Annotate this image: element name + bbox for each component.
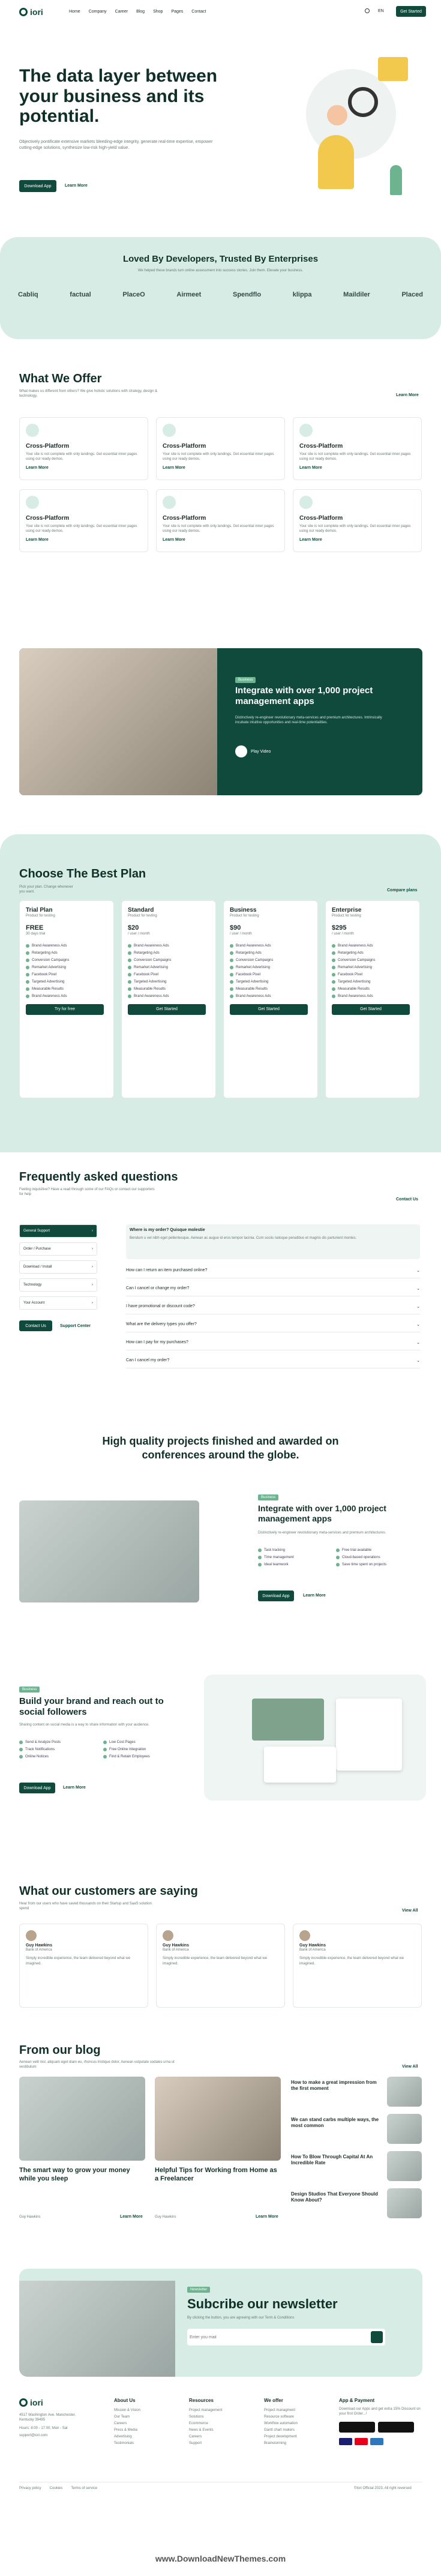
plan-feature: Retargeting Ads	[230, 951, 311, 955]
faq-contact-link[interactable]: Contact Us	[396, 1197, 418, 1202]
plan-name: Trial Plan	[26, 907, 53, 913]
logo-icon	[19, 2398, 28, 2407]
offer-card-link[interactable]: Learn More	[26, 465, 49, 470]
plan-feature: Facebook Pixel	[332, 973, 413, 977]
footer-link[interactable]: Project development	[264, 2435, 297, 2439]
brands-subtitle: We helped these brands turn online assessment into success stories. Join them. Elevate your business.	[137, 269, 304, 272]
faq-cat-account[interactable]: Your Account ›	[19, 1296, 97, 1310]
footer-link[interactable]: Advertising	[114, 2435, 132, 2439]
plan-card	[121, 900, 216, 1098]
faq-item[interactable]: Can I cancel or change my order? ⌄	[126, 1281, 420, 1296]
offer-card-title: Cross-Platform	[299, 515, 343, 522]
terms-link[interactable]: Terms of service	[71, 2487, 98, 2490]
brand-logo: factual	[70, 291, 91, 298]
side-post-image	[387, 2077, 422, 2107]
offer-card[interactable]	[156, 417, 285, 480]
offer-card-link[interactable]: Learn More	[299, 537, 322, 542]
chevron-down-icon: ⌄	[416, 1322, 420, 1327]
brand-logo: klippa	[292, 291, 312, 298]
testimonials-view-all[interactable]: View All	[402, 1909, 418, 1913]
platform-icon	[299, 424, 313, 437]
plan-name: Business	[230, 907, 257, 913]
offer-card[interactable]	[156, 489, 285, 552]
footer-link[interactable]: Careers	[114, 2422, 127, 2425]
nav-pages[interactable]: Pages	[171, 10, 184, 14]
faq-item[interactable]: What are the delivery types you offer? ⌄	[126, 1317, 420, 1332]
footer-col-title: About Us	[114, 2398, 136, 2403]
plan-button[interactable]: Get Started	[230, 1004, 308, 1015]
brand-logo: Airmeet	[176, 291, 202, 298]
nav-company[interactable]: Company	[88, 10, 107, 14]
side-post-title[interactable]: Design Studios That Everyone Should Know About?	[291, 2191, 378, 2203]
chevron-down-icon: ⌄	[416, 1340, 420, 1345]
plan-feature: Measurable Results	[230, 987, 311, 991]
plan-price: $90	[230, 924, 241, 932]
platform-icon	[26, 424, 39, 437]
testimonial-name: Guy Hawkins	[163, 1943, 189, 1948]
play-icon	[235, 745, 247, 757]
offer-card-link[interactable]: Learn More	[163, 465, 185, 470]
footer-link[interactable]: Press & Media	[114, 2428, 138, 2432]
plan-feature: Remarket Advertising	[26, 966, 107, 969]
offer-card-text: Your site is not complete with only landings. Get essential inner pages using our ready demos.	[299, 453, 411, 462]
offer-card-title: Cross-Platform	[299, 443, 343, 450]
logo[interactable]	[19, 7, 43, 17]
testimonial-card	[156, 1924, 285, 2008]
plan-feature: Remarket Advertising	[128, 966, 209, 969]
brands-title: Loved By Developers, Trusted By Enterprises	[122, 254, 319, 264]
plan-feature: Targeted Advertising	[128, 980, 209, 984]
google-play-button[interactable]	[378, 2422, 414, 2433]
plan-button[interactable]: Try for free	[26, 1004, 104, 1015]
feature-item: Free trial available	[336, 1548, 414, 1552]
brand-logo: PlaceO	[122, 291, 145, 298]
testimonial-role: Bank of America	[299, 1948, 326, 1952]
plan-feature: Brand Awareness Ads	[230, 944, 311, 948]
plan-feature: Retargeting Ads	[26, 951, 107, 955]
newsletter-image	[19, 2281, 175, 2377]
team-photo	[19, 1500, 199, 1602]
plan-feature: Conversion Campaigns	[332, 958, 413, 962]
testimonial-card	[19, 1924, 148, 2008]
chevron-down-icon: ⌄	[416, 1286, 420, 1291]
footer-link[interactable]: Brainstorming	[264, 2442, 287, 2445]
side-post-title[interactable]: We can stand carbs multiple ways, the most common	[291, 2117, 379, 2128]
faq-answer: Bendum u vel nibh eget pellentesque. Aenean ac augue id eros tempor lacinia. Cum sociis natoque penatibus et magnis dis parturient montes.	[130, 1236, 357, 1240]
plan-feature: Measurable Results	[26, 987, 107, 991]
faq-open-item[interactable]	[126, 1224, 420, 1259]
plan-period: / user / month	[230, 932, 252, 936]
offer-card[interactable]	[19, 417, 148, 480]
faq-cat-download[interactable]: Download / Install ›	[19, 1260, 97, 1274]
language-select[interactable]: EN	[378, 9, 384, 13]
blog-post-title[interactable]: Helpful Tips for Working from Home as a Freelancer	[155, 2167, 277, 2182]
plan-button[interactable]: Get Started	[128, 1004, 206, 1015]
support-center-link[interactable]: Support Center	[60, 1324, 91, 1328]
footer-col-title: Resources	[189, 2398, 214, 2403]
offer-card-link[interactable]: Learn More	[26, 537, 49, 542]
learn-more-link[interactable]: Learn More	[65, 184, 88, 188]
logo-text: iori	[30, 2398, 43, 2407]
blog-image	[19, 2077, 145, 2161]
plan-button[interactable]: Get Started	[332, 1004, 410, 1015]
plan-feature: Facebook Pixel	[230, 973, 311, 977]
man-photo	[19, 648, 217, 795]
testimonial-name: Guy Hawkins	[299, 1943, 326, 1948]
side-post-image	[387, 2114, 422, 2144]
integrate-badge: Business	[235, 677, 256, 683]
offer-card-text: Your site is not complete with only landings. Get essential inner pages using our ready demos.	[299, 525, 411, 534]
newsletter-subtitle: By clicking the button, you are agreeing with our Term & Conditions	[187, 2316, 295, 2320]
footer-col-title: We offer	[264, 2398, 283, 2403]
side-post-image	[387, 2151, 422, 2181]
blog-learn-more[interactable]: Learn More	[120, 2215, 143, 2219]
avatar	[26, 1930, 37, 1941]
chevron-down-icon: ⌄	[416, 1268, 420, 1273]
plan-name: Enterprise	[332, 907, 362, 913]
logo-text: iori	[30, 7, 43, 17]
blog-author: Guy Hawkins	[19, 2215, 41, 2219]
watermark: www.DownloadNewThemes.com	[155, 2554, 286, 2563]
plan-feature: Conversion Campaigns	[230, 958, 311, 962]
plan-period: / user / month	[332, 932, 354, 936]
brand-logos	[18, 291, 423, 298]
platform-icon	[163, 424, 176, 437]
feature-item: Cloud-based operations	[336, 1556, 414, 1559]
footer-link[interactable]: Testimonials	[114, 2442, 134, 2445]
plan-period: / user / month	[128, 932, 150, 936]
offer-card-text: Your site is not complete with only landings. Get essential inner pages using our ready demos.	[163, 525, 274, 534]
plan-feature: Targeted Advertising	[26, 980, 107, 984]
side-post-title[interactable]: How To Blow Through Capital At An Incredible Rate	[291, 2154, 373, 2165]
testimonial-name: Guy Hawkins	[26, 1943, 52, 1948]
faq-item[interactable]: How can I return an item purchased online? ⌄	[126, 1263, 420, 1278]
offer-card-text: Your site is not complete with only landings. Get essential inner pages using our ready demos.	[26, 453, 137, 462]
side-post-title[interactable]: How to make a great impression from the first moment	[291, 2080, 377, 2091]
newsletter-title: Subcribe our newsletter	[187, 2296, 338, 2311]
plan-price: FREE	[26, 924, 44, 932]
offer-title: What We Offer	[19, 372, 102, 385]
blog-author: Guy Hawkins	[155, 2215, 176, 2219]
testimonial-text: Simply incredible experience, the team delivered beyond what we imagined.	[299, 1957, 404, 1966]
faq-item[interactable]: How can I pay for my purchases? ⌄	[126, 1335, 420, 1350]
integrate-text: Distinctively re-engineer revolutionary meta-services and premium architectures. Intrinsically incubate intuitive opportunities and real-time potentialities.	[235, 716, 382, 725]
mastercard-icon	[355, 2438, 368, 2445]
download-app-button[interactable]: Download App	[19, 180, 56, 192]
brand-download-button[interactable]: Download App	[19, 1783, 55, 1793]
blog-view-all[interactable]: View All	[402, 2065, 418, 2069]
awarded-text: Distinctively re-engineer revolutionary meta-services and premium architectures.	[258, 1531, 386, 1535]
app-store-button[interactable]	[339, 2422, 375, 2433]
faq-cat-general[interactable]: General Support ›	[19, 1224, 97, 1238]
plan-feature: Brand Awareness Ads	[128, 944, 209, 948]
plan-card	[223, 900, 318, 1098]
faq-item[interactable]: I have promotional or discount code? ⌄	[126, 1299, 420, 1314]
offer-subtitle: What makes us different from others? We give holistic solutions with strategy, design & technology.	[19, 390, 158, 399]
payment-icons	[339, 2438, 383, 2445]
platform-icon	[26, 496, 39, 509]
chevron-down-icon: ⌄	[416, 1358, 420, 1363]
pricing-section	[0, 834, 441, 1152]
brand-title: Build your brand and reach out to social followers	[19, 1696, 164, 1717]
nav-shop[interactable]: Shop	[153, 10, 163, 14]
awarded-learn-more[interactable]: Learn More	[303, 1593, 326, 1598]
newsletter-section	[19, 2269, 422, 2377]
plan-sub: Product for testing	[332, 914, 361, 918]
navbar	[0, 0, 441, 24]
plan-feature: Conversion Campaigns	[128, 958, 209, 962]
awarded-heading: Integrate with over 1,000 project management apps	[258, 1503, 386, 1523]
pricing-subtitle: Pick your plan. Change whenever you want.	[19, 885, 73, 894]
awarded-title: High quality projects finished and awarded on conferences around the globe.	[102, 1435, 339, 1461]
faq-subtitle: Feeling inquisitive? Have a read through some of our FAQs or contact our supporters for help	[19, 1188, 155, 1197]
visa-icon	[339, 2438, 352, 2445]
faq-contact-button[interactable]: Contact Us	[19, 1320, 52, 1331]
plan-feature: Targeted Advertising	[332, 980, 413, 984]
faq-item[interactable]: Can I cancel my order? ⌄	[126, 1353, 420, 1368]
offer-card-title: Cross-Platform	[163, 515, 206, 522]
faq-cat-order[interactable]: Order / Purchase ›	[19, 1242, 97, 1256]
awarded-badge: Business	[258, 1494, 278, 1500]
avatar	[163, 1930, 173, 1941]
feature-item: Find & Retain Employees	[103, 1755, 187, 1759]
logo-icon	[19, 8, 28, 16]
blog-image	[155, 2077, 281, 2161]
footer-link[interactable]: Project managment	[264, 2409, 296, 2412]
plan-feature: Facebook Pixel	[26, 973, 107, 977]
testimonials-subtitle: Hear from our users who have saved thousands on their Startup and SaaS solution spend	[19, 1902, 152, 1911]
footer-link[interactable]: News & Events	[189, 2428, 214, 2432]
brand-mockup	[204, 1675, 426, 1801]
plan-feature: Brand Awareness Ads	[128, 995, 209, 998]
platform-icon	[163, 496, 176, 509]
plan-name: Standard	[128, 907, 154, 913]
plan-feature: Brand Awareness Ads	[230, 995, 311, 998]
plan-sub: Product for testing	[230, 914, 259, 918]
offer-card-link[interactable]: Learn More	[163, 537, 185, 542]
feature-item: Track Notifications	[19, 1748, 103, 1751]
offer-learn-more[interactable]: Learn More	[396, 393, 419, 397]
hero-text: Objectively pontificate extensive markets bleeding-edge integrity, generate real-time expertise, empower cutting-edge solutions, synthesize low-risk high-yield value.	[19, 140, 213, 150]
faq-cat-technology[interactable]: Technology ›	[19, 1278, 97, 1292]
platform-icon	[299, 496, 313, 509]
newsletter-badge: Newsletter	[187, 2287, 210, 2293]
plan-feature: Retargeting Ads	[128, 951, 209, 955]
offer-card-text: Your site is not complete with only landings. Get essential inner pages using our ready demos.	[163, 453, 274, 462]
footer-link[interactable]: Project management	[189, 2409, 223, 2412]
hero-illustration	[270, 45, 426, 207]
compare-plans-link[interactable]: Compare plans	[387, 888, 418, 892]
copyright: ©Iori Official 2023. All right reversed	[354, 2487, 412, 2490]
testimonials-title: What our customers are saying	[19, 1885, 198, 1898]
search-icon[interactable]	[365, 8, 370, 13]
footer-link[interactable]: Workflow automation	[264, 2422, 298, 2425]
chevron-down-icon: ⌄	[416, 1304, 420, 1309]
nav-home[interactable]: Home	[69, 10, 80, 14]
testimonial-text: Simply incredible experience, the team delivered beyond what we imagined.	[163, 1957, 268, 1966]
faq-question: Where is my order? Quisque molestie	[130, 1228, 205, 1232]
footer-logo[interactable]	[19, 2398, 43, 2407]
faq-title: Frequently asked questions	[19, 1170, 178, 1184]
footer-link[interactable]: Resource software	[264, 2415, 295, 2419]
plan-price: $20	[128, 924, 139, 932]
offer-card[interactable]	[19, 489, 148, 552]
testimonial-text: Simply incredible experience, the team delivered beyond what we imagined.	[26, 1957, 131, 1966]
footer-link[interactable]: Gantt chart makers	[264, 2428, 295, 2432]
plan-feature: Brand Awareness Ads	[26, 995, 107, 998]
footer-address: 4517 Washington Ave. Manchester, Kentucky 39495	[19, 2413, 76, 2422]
email-input[interactable]	[190, 2335, 346, 2340]
footer-link[interactable]: Mission & Vision	[114, 2409, 140, 2412]
feature-item: Online Notices	[19, 1755, 103, 1759]
privacy-link[interactable]: Privacy policy	[19, 2487, 41, 2490]
send-icon[interactable]	[371, 2331, 383, 2343]
offer-card-text: Your site is not complete with only landings. Get essential inner pages using our ready demos.	[26, 525, 137, 534]
plan-card	[325, 900, 420, 1098]
testimonial-card	[293, 1924, 422, 2008]
offer-card[interactable]	[293, 489, 422, 552]
play-video-button[interactable]	[235, 745, 271, 757]
offer-card[interactable]	[293, 417, 422, 480]
blog-subtitle: Aenean velit nisl, aliquam eget diam eu, rhoncus tristique dolor. Aenean vulputate sodales urna ut vestibulum	[19, 2060, 175, 2069]
offer-card-title: Cross-Platform	[26, 443, 70, 450]
plan-feature: Targeted Advertising	[230, 980, 311, 984]
plan-sub: Product for testing	[26, 914, 55, 918]
plan-feature: Measurable Results	[128, 987, 209, 991]
feature-item: Free Online Integration	[103, 1748, 187, 1751]
pricing-title: Choose The Best Plan	[19, 867, 146, 880]
plan-feature: Brand Awareness Ads	[26, 944, 107, 948]
brand-logo: Spendflo	[233, 291, 262, 298]
footer-email: support@iori.com	[19, 2434, 48, 2437]
nav-contact[interactable]: Contact	[191, 10, 206, 14]
footer-app-title: App & Payment	[339, 2398, 375, 2403]
feature-item: Ideal teamwork	[258, 1563, 336, 1566]
testimonial-role: Bank of America	[26, 1948, 52, 1952]
nav-career[interactable]: Career	[115, 10, 128, 14]
brand-logo: Maildiler	[343, 291, 370, 298]
footer-link[interactable]: Support	[189, 2442, 202, 2445]
plan-card	[19, 900, 114, 1098]
plan-feature: Remarket Advertising	[230, 966, 311, 969]
plan-period: 30 days trial	[26, 932, 46, 936]
blog-title: From our blog	[19, 2044, 101, 2057]
plan-feature: Retargeting Ads	[332, 951, 413, 955]
footer-link[interactable]: Solutions	[189, 2415, 204, 2419]
footer-link[interactable]: Careers	[189, 2435, 202, 2439]
feature-item: Low Cost Pages	[103, 1741, 187, 1744]
blog-post-title[interactable]: The smart way to grow your money while you sleep	[19, 2167, 130, 2182]
brand-learn-more[interactable]: Learn More	[63, 1786, 86, 1790]
brand-badge: Business	[19, 1687, 40, 1693]
plan-feature: Measurable Results	[332, 987, 413, 991]
awarded-download-button[interactable]: Download App	[258, 1590, 294, 1601]
brand-logo: Placed	[401, 291, 423, 298]
offer-card-title: Cross-Platform	[163, 443, 206, 450]
footer-app-text: Download our Apps and get extra 15% Discount on your first Order...!	[339, 2407, 421, 2416]
blog-learn-more[interactable]: Learn More	[256, 2215, 278, 2219]
plan-price: $295	[332, 924, 347, 932]
brand-text: Sharing content on social media is a way to share information with your audience.	[19, 1723, 149, 1727]
plan-feature: Remarket Advertising	[332, 966, 413, 969]
integrate-title: Integrate with over 1,000 project management apps	[235, 685, 373, 706]
avatar	[299, 1930, 310, 1941]
feature-item: Send & Analyze Posts	[19, 1741, 103, 1744]
footer-link[interactable]: Our Team	[114, 2415, 130, 2419]
plan-feature: Brand Awareness Ads	[332, 944, 413, 948]
feature-item: Time management	[258, 1556, 336, 1559]
offer-card-title: Cross-Platform	[26, 515, 70, 522]
feature-item: Save time spent on projects	[336, 1563, 414, 1566]
play-video-label: Play Video	[251, 749, 271, 754]
plan-feature: Conversion Campaigns	[26, 958, 107, 962]
footer-hours: Hours: 8:00 - 17:00, Mon - Sat	[19, 2427, 68, 2430]
newsletter-form	[187, 2329, 385, 2346]
brand-logo: Cabliq	[18, 291, 38, 298]
footer-link[interactable]: Ecommerce	[189, 2422, 209, 2425]
get-started-button[interactable]: Get Started	[396, 6, 426, 17]
testimonial-role: Bank of America	[163, 1948, 189, 1952]
cookies-link[interactable]: Cookies	[49, 2487, 63, 2490]
offer-card-link[interactable]: Learn More	[299, 465, 322, 470]
plan-feature: Brand Awareness Ads	[332, 995, 413, 998]
nav-blog[interactable]: Blog	[136, 10, 145, 14]
hero-title: The data layer between your business and its potential.	[19, 66, 218, 127]
amex-icon	[370, 2438, 383, 2445]
plan-sub: Product for testing	[128, 914, 157, 918]
integrate-banner	[19, 648, 422, 795]
side-post-image	[387, 2188, 422, 2218]
feature-item: Task tracking	[258, 1548, 336, 1552]
plan-feature: Facebook Pixel	[128, 973, 209, 977]
brands-section	[0, 237, 441, 339]
